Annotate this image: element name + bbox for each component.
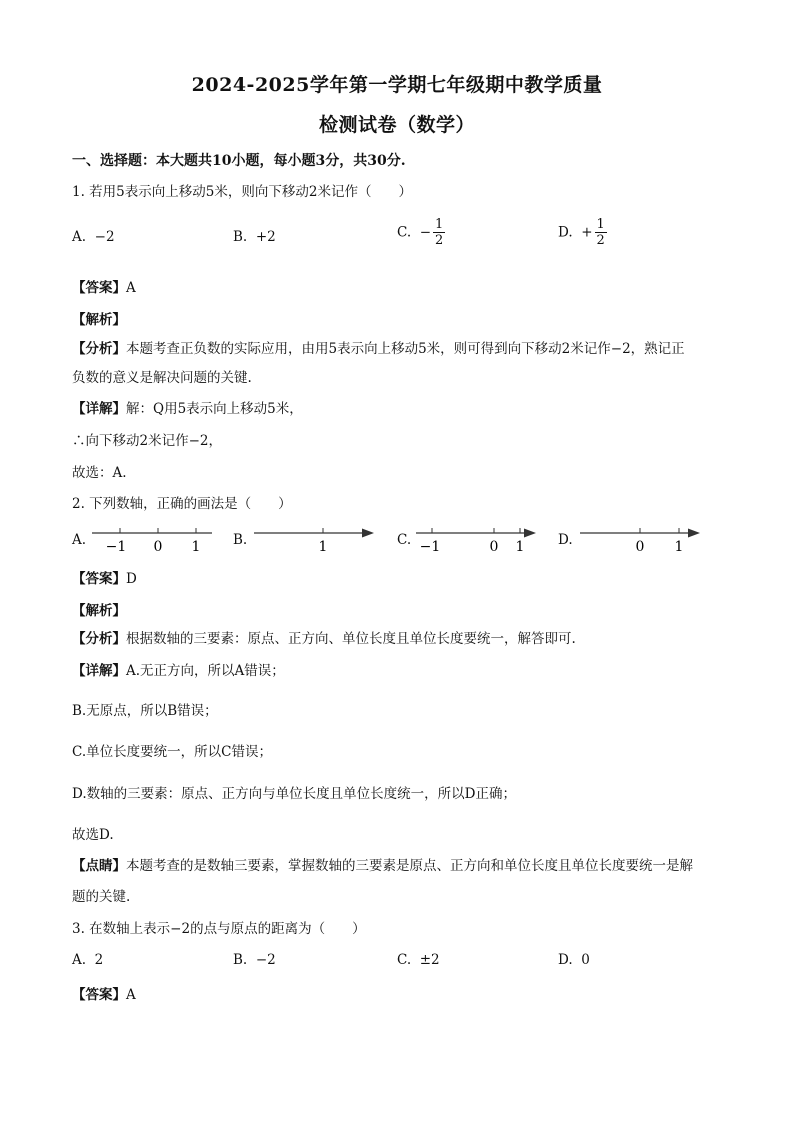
q2-option-c-number-line <box>412 522 542 556</box>
option-label: D. <box>558 952 573 968</box>
q3-option-c <box>397 952 440 968</box>
tick-label: 0 <box>635 539 645 555</box>
q2-option-d-number-line <box>576 522 706 556</box>
q1-option-b <box>233 229 276 245</box>
page-title: 2024-2025学年第一学期七年级期中教学质量 <box>191 74 603 96</box>
option-value: −2 <box>255 952 276 968</box>
option-value: 0 <box>581 952 590 968</box>
option-sign: + <box>581 224 593 241</box>
q1-conclusion: 故选：A. <box>72 465 127 481</box>
q2-conclusion: 故选D. <box>72 827 114 843</box>
option-value: −2 <box>94 229 115 245</box>
section-heading: 一、选择题：本大题共10小题，每小题3分，共30分. <box>72 153 406 169</box>
q2-fenxi <box>72 630 576 648</box>
denominator: 2 <box>596 233 605 248</box>
option-label: A. <box>72 229 87 245</box>
q2-xiangjie-b: B.无原点，所以B错误； <box>72 703 218 719</box>
option-value: 2 <box>94 952 104 968</box>
q2-option-b-number-line <box>250 522 380 556</box>
option-sign: − <box>419 224 432 241</box>
q1-option-c <box>397 217 445 248</box>
option-label: A. <box>72 952 87 968</box>
q1-fenxi-cont: 负数的意义是解决问题的关键. <box>72 370 252 386</box>
denominator: 2 <box>435 233 444 248</box>
tick-label: 0 <box>489 539 499 555</box>
xiangjie-tag: 【详解】 <box>72 401 126 417</box>
question-3-stem: 3. 在数轴上表示−2的点与原点的距离为（ ） <box>72 921 366 937</box>
q1-xiangjie <box>72 400 303 418</box>
option-label: B. <box>233 952 248 968</box>
dianjing-text: 本题考查的是数轴三要素，掌握数轴的三要素是原点、正方向和单位长度且单位长度要统一是解 <box>126 858 693 874</box>
xiangjie-tag: 【详解】 <box>72 663 126 679</box>
analysis-tag: 【解析】 <box>72 603 126 619</box>
answer-value: A <box>126 987 136 1003</box>
fenxi-text: 本题考查正负数的实际应用，由用5表示向上移动5米，则可得到向下移动2米记作−2，熟记正 <box>126 341 685 357</box>
q1-option-a <box>72 229 115 245</box>
answer-tag: 【答案】 <box>72 987 126 1003</box>
arrow-head <box>524 529 536 538</box>
tick-label: −1 <box>419 539 441 555</box>
tick-label: 1 <box>515 539 525 555</box>
arrow-head <box>688 529 700 538</box>
answer-tag: 【答案】 <box>72 280 126 296</box>
q2-xiangjie-c: C.单位长度要统一，所以C错误； <box>72 744 272 760</box>
q2-analysis-tag <box>72 599 126 619</box>
page-subtitle: 检测试卷（数学） <box>318 114 475 136</box>
tick-label: −1 <box>105 539 127 555</box>
q1-analysis-tag <box>72 308 126 328</box>
tick-label: 1 <box>191 539 201 555</box>
tick-label: 1 <box>674 539 684 555</box>
q2-dianjing <box>72 857 693 875</box>
fenxi-tag: 【分析】 <box>72 631 126 647</box>
dianjing-tag: 【点睛】 <box>72 858 126 874</box>
option-label: D. <box>558 224 573 241</box>
fraction <box>433 217 445 248</box>
q1-option-d <box>558 217 607 248</box>
question-1-stem: 1. 若用5表示向上移动5米，则向下移动2米记作（ ） <box>72 184 412 200</box>
fenxi-text: 根据数轴的三要素：原点、正方向、单位长度且单位长度要统一，解答即可. <box>126 631 576 647</box>
question-2-stem: 2. 下列数轴，正确的画法是（ ） <box>72 496 292 512</box>
q3-option-d <box>558 952 590 968</box>
q2-xiangjie-d: D.数轴的三要素：原点、正方向与单位长度且单位长度统一，所以D正确； <box>72 786 516 802</box>
fenxi-tag: 【分析】 <box>72 341 126 357</box>
q2-answer <box>72 567 137 587</box>
q1-answer <box>72 276 136 296</box>
tick-label: 1 <box>318 539 328 555</box>
tick-label: 0 <box>153 539 163 555</box>
analysis-tag: 【解析】 <box>72 312 126 328</box>
answer-value: A <box>126 280 136 296</box>
option-value: ±2 <box>419 952 440 968</box>
xiangjie-text: 解：Q用5表示向上移动5米， <box>126 401 303 417</box>
q2-option-c-label: C. <box>397 532 412 548</box>
q3-option-b <box>233 952 276 968</box>
q1-fenxi <box>72 340 685 358</box>
option-label: B. <box>233 229 248 245</box>
xiangjie-text: A.无正方向，所以A错误； <box>126 663 285 679</box>
numerator: 1 <box>435 217 444 232</box>
answer-tag: 【答案】 <box>72 571 126 587</box>
q1-xiangjie-line2: ∴向下移动2米记作−2， <box>72 433 222 449</box>
answer-value: D <box>126 571 137 587</box>
numerator: 1 <box>596 217 605 232</box>
q2-option-a-number-line <box>88 522 218 556</box>
fraction <box>595 217 607 248</box>
q2-option-a-label: A. <box>72 532 87 548</box>
q2-dianjing-cont: 题的关键. <box>72 889 131 905</box>
option-label: C. <box>397 224 412 241</box>
option-label: C. <box>397 952 412 968</box>
q2-option-b-label: B. <box>233 532 248 548</box>
q3-option-a <box>72 952 103 968</box>
q2-option-d-label: D. <box>558 532 573 548</box>
arrow-head <box>362 529 374 538</box>
option-value: +2 <box>255 229 276 245</box>
q3-answer <box>72 983 136 1003</box>
q2-xiangjie <box>72 662 285 680</box>
